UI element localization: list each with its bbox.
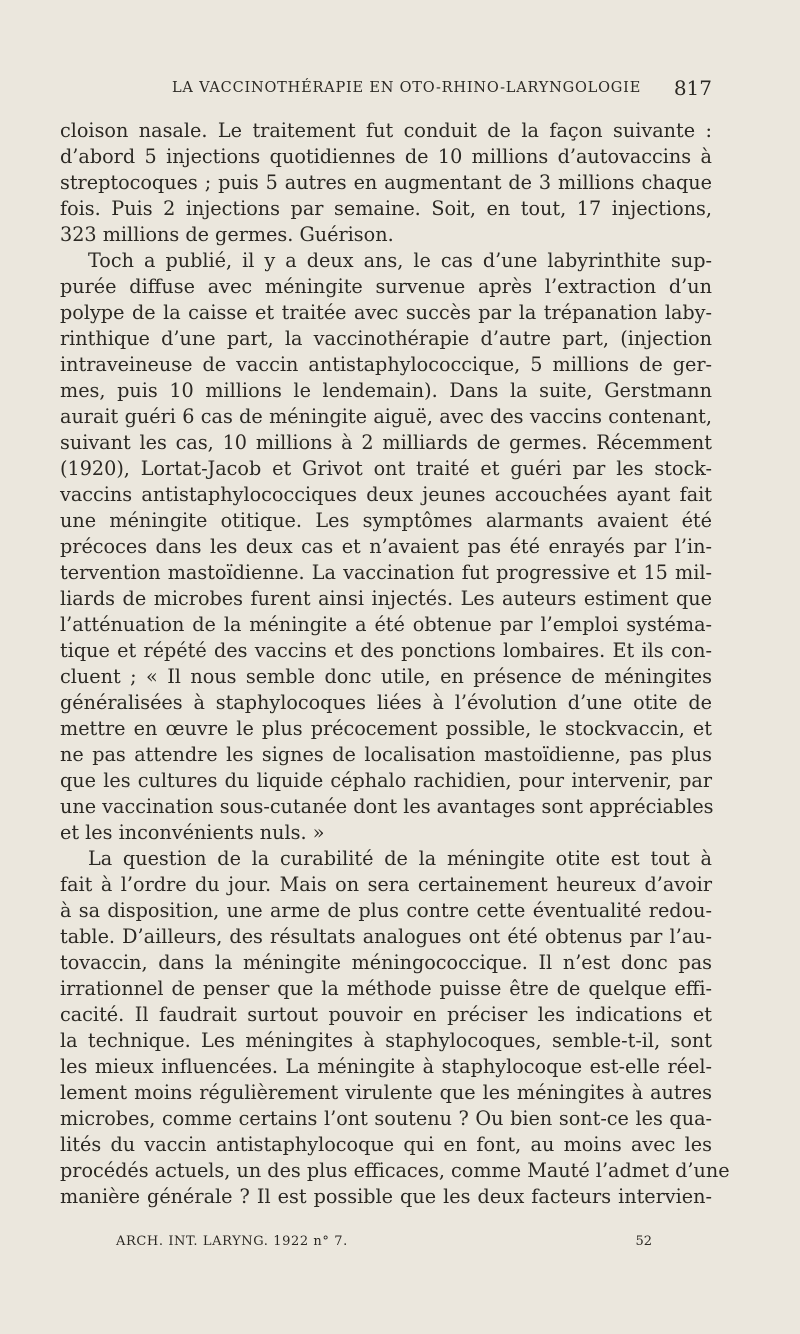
page-number: 817: [673, 76, 712, 100]
text-line: mes, puis 10 millions le lendemain). Dans la suite, Gerstmann: [60, 379, 712, 402]
text-line: cluent ; « Il nous semble donc utile, en présence de méningites: [60, 665, 712, 688]
text-line: tique et répété des vaccins et des ponctions lombaires. Et ils con-: [60, 639, 712, 662]
paragraph-start-line: Toch a publié, il y a deux ans, le cas d’une labyrinthite sup-: [88, 249, 712, 272]
text-line: aurait guéri 6 cas de méningite aiguë, avec des vaccins contenant,: [60, 405, 712, 428]
text-line: généralisées à staphylocoques liées à l’évolution d’une otite de: [60, 691, 712, 714]
text-line: que les cultures du liquide céphalo rachidien, pour intervenir, par: [60, 769, 712, 792]
text-line: 323 millions de germes. Guérison.: [60, 223, 394, 246]
text-line: précoces dans les deux cas et n’avaient pas été enrayés par l’in-: [60, 535, 712, 558]
text-line: mettre en œuvre le plus précocement possible, le stockvaccin, et: [60, 717, 712, 740]
text-line: purée diffuse avec méningite survenue après l’extraction d’un: [60, 275, 712, 298]
text-line: lement moins régulièrement virulente que les méningites à autres: [60, 1081, 712, 1104]
text-line: rinthique d’une part, la vaccinothérapie d’autre part, (injection: [60, 327, 712, 350]
text-line: cloison nasale. Le traitement fut conduit de la façon suivante :: [60, 119, 712, 142]
journal-reference: ARCH. INT. LARYNG. 1922 n° 7.: [116, 1234, 348, 1249]
text-line: une vaccination sous-cutanée dont les avantages sont appréciables: [60, 795, 714, 818]
page-footer: [116, 1234, 652, 1258]
text-line: l’atténuation de la méningite a été obtenue par l’emploi systéma-: [60, 613, 712, 636]
text-line: lités du vaccin antistaphylocoque qui en font, au moins avec les: [60, 1133, 712, 1156]
text-line: la technique. Les méningites à staphylocoques, semble-t-il, sont: [60, 1029, 712, 1052]
text-line: tervention mastoïdienne. La vaccination fut progressive et 15 mil-: [60, 561, 712, 584]
running-title: LA VACCINOTHÉRAPIE EN OTO-RHINO-LARYNGOLOGIE: [172, 80, 642, 96]
text-line: table. D’ailleurs, des résultats analogues ont été obtenus par l’au-: [60, 925, 712, 948]
paragraph-start-line: La question de la curabilité de la méningite otite est tout à: [88, 847, 712, 870]
text-line: streptocoques ; puis 5 autres en augmentant de 3 millions chaque: [60, 171, 712, 194]
text-line: suivant les cas, 10 millions à 2 milliards de germes. Récemment: [60, 431, 712, 454]
text-line: les mieux influencées. La méningite à staphylocoque est-elle réel-: [60, 1055, 712, 1078]
signature-mark: 52: [635, 1234, 652, 1249]
text-line: manière générale ? Il est possible que les deux facteurs intervien-: [60, 1185, 712, 1208]
body-text: [60, 118, 730, 1210]
text-line: et les inconvénients nuls. »: [60, 821, 325, 844]
text-line: fois. Puis 2 injections par semaine. Soit, en tout, 17 injections,: [60, 197, 712, 220]
text-line: (1920), Lortat-Jacob et Grivot ont traité et guéri par les stock-: [60, 457, 712, 480]
text-line: vaccins antistaphylococciques deux jeunes accouchées ayant fait: [60, 483, 712, 506]
text-line: fait à l’ordre du jour. Mais on sera certainement heureux d’avoir: [60, 873, 712, 896]
text-line: une méningite otitique. Les symptômes alarmants avaient été: [60, 509, 712, 532]
text-line: liards de microbes furent ainsi injectés. Les auteurs estiment que: [60, 587, 712, 610]
text-line: intraveineuse de vaccin antistaphylococcique, 5 millions de ger-: [60, 353, 712, 376]
text-line: ne pas attendre les signes de localisation mastoïdienne, pas plus: [60, 743, 712, 766]
text-line: tovaccin, dans la méningite méningococcique. Il n’est donc pas: [60, 951, 712, 974]
text-line: procédés actuels, un des plus efficaces, comme Mauté l’admet d’une: [60, 1159, 730, 1182]
page-header: [172, 76, 712, 106]
text-line: irrationnel de penser que la méthode puisse être de quelque effi-: [60, 977, 712, 1000]
text-line: cacité. Il faudrait surtout pouvoir en préciser les indications et: [60, 1003, 712, 1026]
text-line: à sa disposition, une arme de plus contre cette éventualité redou-: [60, 899, 712, 922]
text-line: microbes, comme certains l’ont soutenu ? Ou bien sont-ce les qua-: [60, 1107, 712, 1130]
text-line: d’abord 5 injections quotidiennes de 10 millions d’autovaccins à: [60, 145, 712, 168]
text-line: polype de la caisse et traitée avec succès par la trépanation laby-: [60, 301, 712, 324]
